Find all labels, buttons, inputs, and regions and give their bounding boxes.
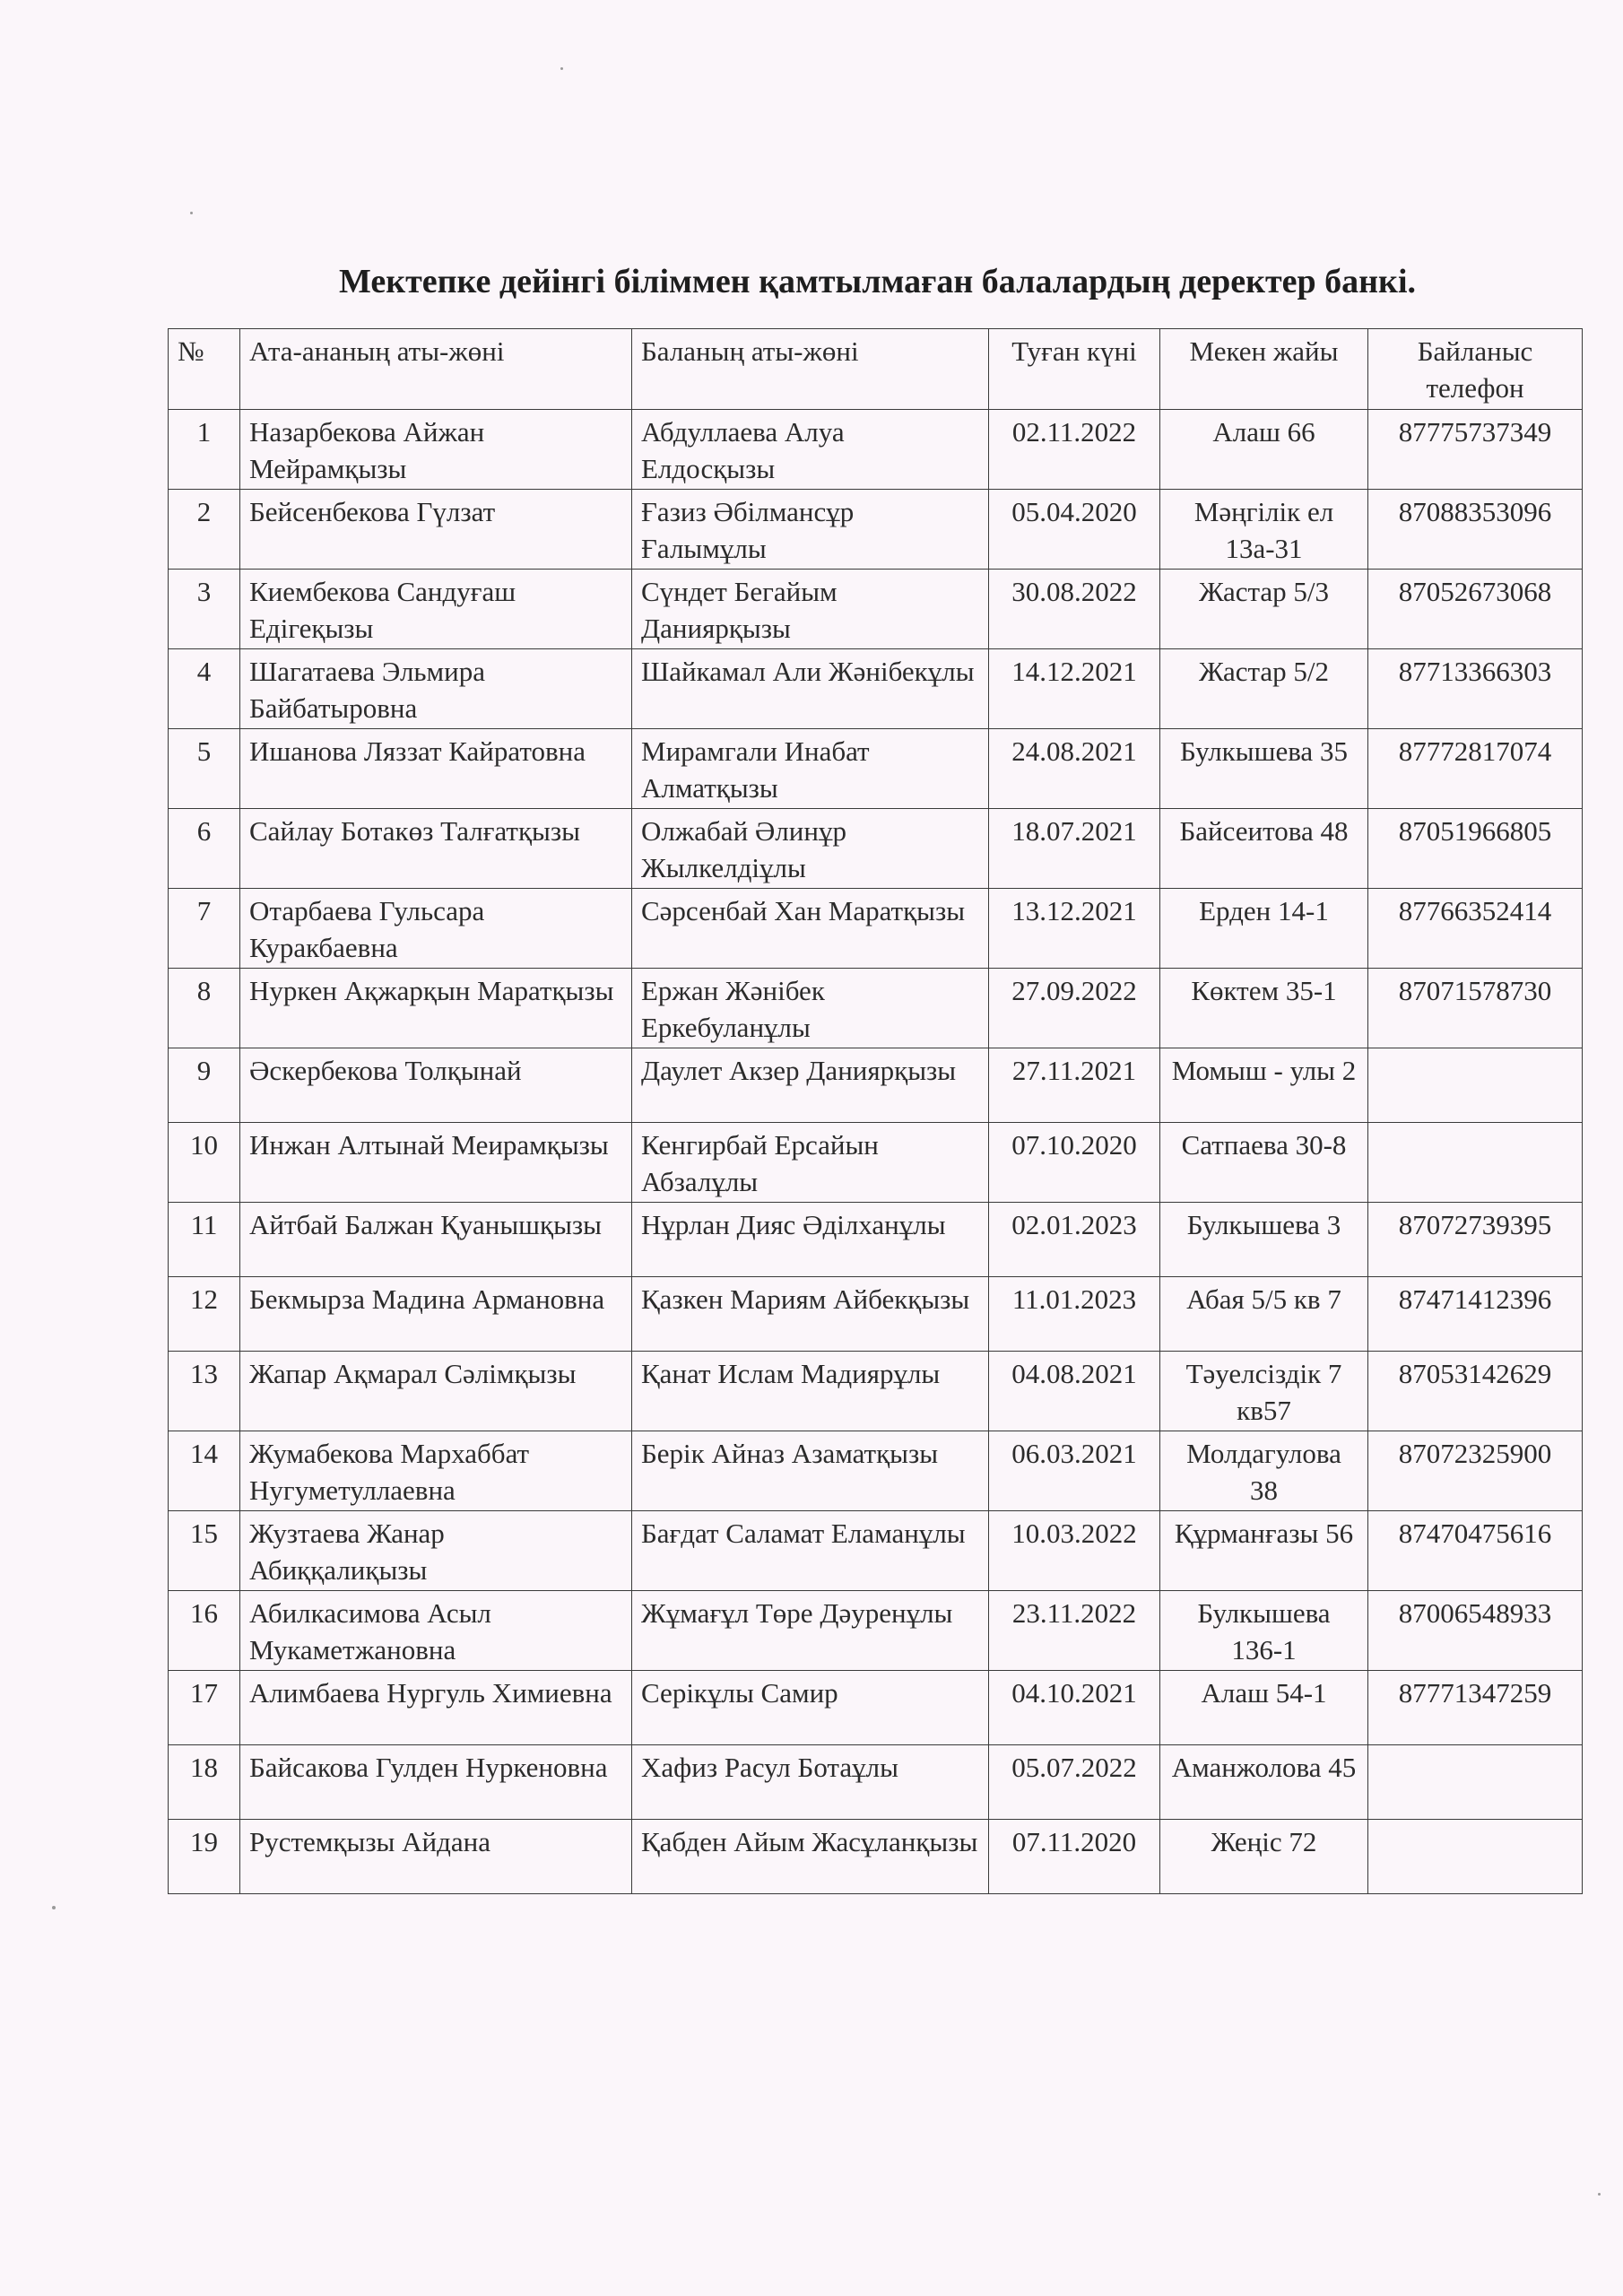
child-name-cell: Сәрсенбай Хан Маратқызы (632, 889, 989, 969)
address-cell: Жастар 5/3 (1160, 570, 1368, 649)
table-row (169, 889, 1583, 969)
table-row (169, 809, 1583, 889)
table-body (169, 410, 1583, 1894)
table-row (169, 1820, 1583, 1894)
table-row (169, 1745, 1583, 1820)
birth-date-cell: 07.10.2020 (989, 1123, 1160, 1203)
birth-date-cell: 07.11.2020 (989, 1820, 1160, 1894)
child-name-cell: Ғазиз Әбілмансұр Ғалымұлы (632, 490, 989, 570)
table-row (169, 1048, 1583, 1123)
parent-name-cell: Жумабекова Мархаббат Нугуметуллаевна (240, 1431, 632, 1511)
parent-name-cell: Рустемқызы Айдана (240, 1820, 632, 1894)
row-number: 16 (169, 1591, 240, 1671)
row-number: 18 (169, 1745, 240, 1820)
phone-cell: 87072325900 (1368, 1431, 1583, 1511)
table-row (169, 969, 1583, 1048)
address-cell: Мәңгілік ел 13а-31 (1160, 490, 1368, 570)
child-name-cell: Олжабай Әлинұр Жылкелдіұлы (632, 809, 989, 889)
child-name-cell: Хафиз Расул Ботаұлы (632, 1745, 989, 1820)
row-number: 14 (169, 1431, 240, 1511)
phone-cell: 87053142629 (1368, 1352, 1583, 1431)
row-number: 9 (169, 1048, 240, 1123)
phone-cell: 87052673068 (1368, 570, 1583, 649)
scan-speck (52, 1906, 56, 1909)
address-cell: Момыш - улы 2 (1160, 1048, 1368, 1123)
address-cell: Ерден 14-1 (1160, 889, 1368, 969)
scan-speck (190, 212, 193, 214)
table-row (169, 1431, 1583, 1511)
phone-cell (1368, 1123, 1583, 1203)
child-name-cell: Жұмағұл Төре Дәуренұлы (632, 1591, 989, 1671)
birth-date-cell: 04.10.2021 (989, 1671, 1160, 1745)
header-child-name: Баланың аты-жөні (632, 329, 989, 410)
row-number: 7 (169, 889, 240, 969)
child-name-cell: Бағдат Саламат Еламанұлы (632, 1511, 989, 1591)
address-cell: Тәуелсіздік 7 кв57 (1160, 1352, 1368, 1431)
child-name-cell: Серікұлы Самир (632, 1671, 989, 1745)
birth-date-cell: 05.04.2020 (989, 490, 1160, 570)
birth-date-cell: 18.07.2021 (989, 809, 1160, 889)
phone-cell: 87775737349 (1368, 410, 1583, 490)
phone-cell: 87772817074 (1368, 729, 1583, 809)
birth-date-cell: 06.03.2021 (989, 1431, 1160, 1511)
address-cell: Булкышева 3 (1160, 1203, 1368, 1277)
phone-cell: 87771347259 (1368, 1671, 1583, 1745)
phone-cell: 87072739395 (1368, 1203, 1583, 1277)
table-row (169, 1203, 1583, 1277)
parent-name-cell: Назарбекова Айжан Мейрамқызы (240, 410, 632, 490)
phone-cell: 87471412396 (1368, 1277, 1583, 1352)
address-cell: Жеңіс 72 (1160, 1820, 1368, 1894)
parent-name-cell: Алимбаева Нургуль Химиевна (240, 1671, 632, 1745)
row-number: 6 (169, 809, 240, 889)
row-number: 19 (169, 1820, 240, 1894)
birth-date-cell: 10.03.2022 (989, 1511, 1160, 1591)
birth-date-cell: 05.07.2022 (989, 1745, 1160, 1820)
table-row (169, 1123, 1583, 1203)
address-cell: Жастар 5/2 (1160, 649, 1368, 729)
row-number: 10 (169, 1123, 240, 1203)
address-cell: Абая 5/5 кв 7 (1160, 1277, 1368, 1352)
birth-date-cell: 04.08.2021 (989, 1352, 1160, 1431)
row-number: 2 (169, 490, 240, 570)
table-row (169, 1277, 1583, 1352)
birth-date-cell: 27.09.2022 (989, 969, 1160, 1048)
address-cell: Булкышева 136-1 (1160, 1591, 1368, 1671)
parent-name-cell: Әскербекова Толқынай (240, 1048, 632, 1123)
table-row (169, 490, 1583, 570)
address-cell: Сатпаева 30-8 (1160, 1123, 1368, 1203)
row-number: 15 (169, 1511, 240, 1591)
phone-cell: 87470475616 (1368, 1511, 1583, 1591)
phone-cell: 87766352414 (1368, 889, 1583, 969)
row-number: 11 (169, 1203, 240, 1277)
header-address: Мекен жайы (1160, 329, 1368, 410)
table-row (169, 1511, 1583, 1591)
child-name-cell: Қабден Айым Жасұланқызы (632, 1820, 989, 1894)
table-row (169, 649, 1583, 729)
child-name-cell: Берік Айназ Азаматқызы (632, 1431, 989, 1511)
child-name-cell: Қазкен Мариям Айбекқызы (632, 1277, 989, 1352)
phone-cell: 87713366303 (1368, 649, 1583, 729)
child-name-cell: Нұрлан Дияс Әділханұлы (632, 1203, 989, 1277)
table-row (169, 729, 1583, 809)
parent-name-cell: Жапар Ақмарал Сәлімқызы (240, 1352, 632, 1431)
header-parent-name: Ата-ананың аты-жөні (240, 329, 632, 410)
birth-date-cell: 14.12.2021 (989, 649, 1160, 729)
table-row (169, 570, 1583, 649)
table-header-row (169, 329, 1583, 410)
children-data-table (168, 328, 1583, 1894)
parent-name-cell: Сайлау Ботакөз Талғатқызы (240, 809, 632, 889)
address-cell: Көктем 35-1 (1160, 969, 1368, 1048)
phone-cell: 87071578730 (1368, 969, 1583, 1048)
birth-date-cell: 24.08.2021 (989, 729, 1160, 809)
parent-name-cell: Отарбаева Гульсара Куракбаевна (240, 889, 632, 969)
phone-cell (1368, 1048, 1583, 1123)
child-name-cell: Мирамгали Инабат Алматқызы (632, 729, 989, 809)
row-number: 17 (169, 1671, 240, 1745)
parent-name-cell: Байсакова Гулден Нуркеновна (240, 1745, 632, 1820)
child-name-cell: Шайкамал Али Жәнібекұлы (632, 649, 989, 729)
parent-name-cell: Шагатаева Эльмира Байбатыровна (240, 649, 632, 729)
scan-speck (1598, 2193, 1601, 2196)
header-birth-date: Туған күні (989, 329, 1160, 410)
parent-name-cell: Бекмырза Мадина Армановна (240, 1277, 632, 1352)
parent-name-cell: Киембекова Сандуғаш Едігеқызы (240, 570, 632, 649)
birth-date-cell: 13.12.2021 (989, 889, 1160, 969)
table-row (169, 1591, 1583, 1671)
child-name-cell: Сүндет Бегайым Даниярқызы (632, 570, 989, 649)
parent-name-cell: Жузтаева Жанар Абиққалиқызы (240, 1511, 632, 1591)
child-name-cell: Абдуллаева Алуа Елдосқызы (632, 410, 989, 490)
phone-cell: 87051966805 (1368, 809, 1583, 889)
address-cell: Байсеитова 48 (1160, 809, 1368, 889)
row-number: 12 (169, 1277, 240, 1352)
parent-name-cell: Айтбай Балжан Қуанышқызы (240, 1203, 632, 1277)
birth-date-cell: 27.11.2021 (989, 1048, 1160, 1123)
row-number: 13 (169, 1352, 240, 1431)
parent-name-cell: Ишанова Ляззат Кайратовна (240, 729, 632, 809)
phone-cell (1368, 1820, 1583, 1894)
parent-name-cell: Бейсенбекова Гүлзат (240, 490, 632, 570)
phone-cell: 87088353096 (1368, 490, 1583, 570)
parent-name-cell: Абилкасимова Асыл Мукаметжановна (240, 1591, 632, 1671)
phone-cell (1368, 1745, 1583, 1820)
header-number: № (169, 329, 240, 410)
address-cell: Алаш 54-1 (1160, 1671, 1368, 1745)
child-name-cell: Қанат Ислам Мадиярұлы (632, 1352, 989, 1431)
birth-date-cell: 02.11.2022 (989, 410, 1160, 490)
scan-speck (560, 67, 563, 70)
child-name-cell: Кенгирбай Ерсайын Абзалұлы (632, 1123, 989, 1203)
header-phone: Байланыс телефон (1368, 329, 1583, 410)
child-name-cell: Даулет Акзер Даниярқызы (632, 1048, 989, 1123)
row-number: 1 (169, 410, 240, 490)
row-number: 4 (169, 649, 240, 729)
parent-name-cell: Нуркен Ақжарқын Маратқызы (240, 969, 632, 1048)
phone-cell: 87006548933 (1368, 1591, 1583, 1671)
address-cell: Молдагулова 38 (1160, 1431, 1368, 1511)
address-cell: Булкышева 35 (1160, 729, 1368, 809)
birth-date-cell: 02.01.2023 (989, 1203, 1160, 1277)
birth-date-cell: 30.08.2022 (989, 570, 1160, 649)
row-number: 8 (169, 969, 240, 1048)
birth-date-cell: 23.11.2022 (989, 1591, 1160, 1671)
table-row (169, 1352, 1583, 1431)
parent-name-cell: Инжан Алтынай Меирамқызы (240, 1123, 632, 1203)
birth-date-cell: 11.01.2023 (989, 1277, 1160, 1352)
document-title: Мектепке дейінгі біліммен қамтылмаған балалардың деректер банкі. (339, 263, 1417, 300)
row-number: 3 (169, 570, 240, 649)
table-row (169, 1671, 1583, 1745)
address-cell: Аманжолова 45 (1160, 1745, 1368, 1820)
table-row (169, 410, 1583, 490)
child-name-cell: Ержан Жәнібек Еркебуланұлы (632, 969, 989, 1048)
address-cell: Алаш 66 (1160, 410, 1368, 490)
address-cell: Құрманғазы 56 (1160, 1511, 1368, 1591)
row-number: 5 (169, 729, 240, 809)
